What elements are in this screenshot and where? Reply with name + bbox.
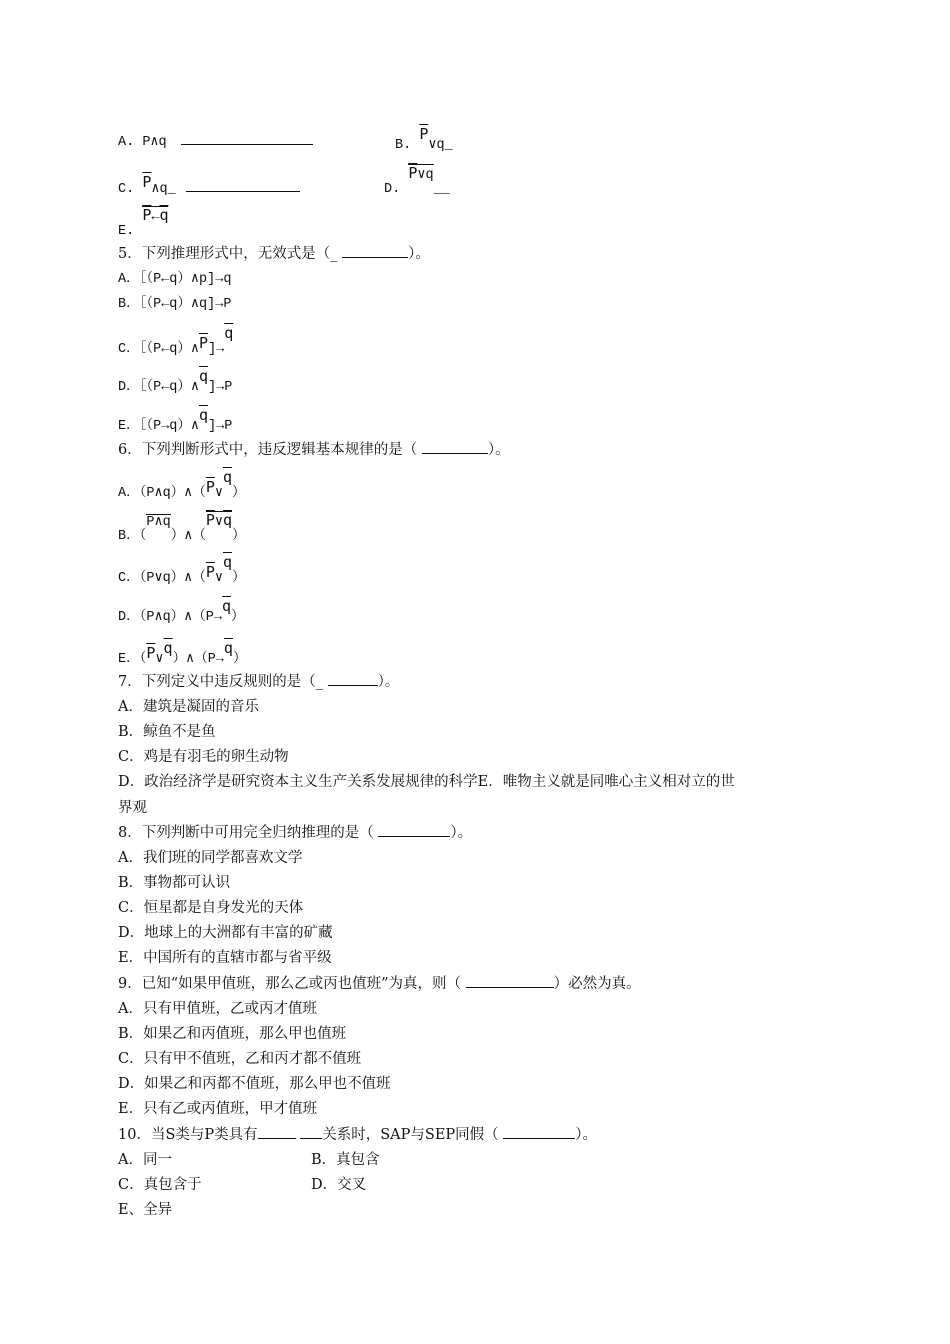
q9-option-c: C．只有甲不值班，乙和丙才都不值班 [118, 1051, 362, 1067]
answer-blank [328, 675, 378, 686]
answer-blank [466, 977, 554, 988]
answer-blank [181, 134, 313, 145]
negated-expression: $\overline{P}\vee q$ [408, 164, 434, 183]
q7-stem: 7．下列定义中违反规则的是（_ ）。 [118, 674, 400, 690]
negated-expression: P∧q [146, 515, 171, 530]
q8-option-d: D．地球上的大洲都有丰富的矿藏 [118, 925, 333, 941]
q6-option-c: C．$(P\vee q)\wedge(\overline{P}\vee\overline{q})$ [118, 553, 246, 586]
answer-blank [258, 1128, 296, 1139]
q8-option-a: A．我们班的同学都喜欢文学 [118, 850, 303, 866]
q5-option-d: D．$[(P\leftarrow q)\wedge\overline{q}]\to P$ [118, 367, 233, 395]
q8-option-e: E．中国所有的直辖市都与省平级 [118, 950, 332, 966]
q4-option-d: D. $\overline{P}\vee q\_\_$ [384, 164, 450, 197]
q5-option-b: B．［（P←q）∧q]→P [118, 297, 232, 312]
q5-option-e: E．$[(P\to q)\wedge\overline{q}]\to P$ [118, 406, 233, 434]
negated-expression: $\overline{P}\leftarrow\overline{q}$ [142, 206, 169, 225]
q6-option-d: D．$(P\wedge q)\wedge(P\to\overline{q})$ [118, 597, 245, 625]
q9-option-a: A．只有甲值班，乙或丙才值班 [118, 1001, 317, 1017]
q8-option-b: B．事物都可认识 [118, 875, 231, 891]
q4-option-a: A. P∧q [118, 134, 313, 152]
q5-stem: 5．下列推理形式中，无效式是（_ ）。 [118, 246, 430, 262]
negated-expression: $\overline{P}\vee\overline{q}$ [205, 511, 233, 530]
answer-blank [300, 1128, 322, 1139]
q10-option-e: E、全异 [118, 1202, 173, 1218]
q10-option-d: D．交叉 [311, 1177, 367, 1193]
q4-option-e: E. $\overline{P}\leftarrow\overline{q}$ [118, 206, 169, 239]
answer-blank [378, 826, 450, 837]
q7-option-a: A．建筑是凝固的音乐 [118, 699, 259, 715]
q9-option-b: B．如果乙和丙值班，那么甲也值班 [118, 1026, 347, 1042]
q7-option-c: C．鸡是有羽毛的卵生动物 [118, 749, 289, 765]
answer-blank [503, 1128, 575, 1139]
q6-option-a: A．$(P\wedge q)\wedge(\overline{P}\vee\overline{q})$ [118, 468, 246, 501]
q10-option-b: B．真包含 [311, 1152, 380, 1168]
q9-stem: 9．已知“如果甲值班，那么乙或丙也值班”为真，则（ ）必然为真。 [118, 976, 641, 992]
q7-option-d-continued: 界观 [118, 800, 147, 816]
q9-option-e: E．只有乙或丙值班，甲才值班 [118, 1101, 318, 1117]
q8-stem: 8．下列判断中可用完全归纳推理的是（ ）。 [118, 825, 473, 841]
q6-stem: 6．下列判断形式中，违反逻辑基本规律的是（ ）。 [118, 442, 510, 458]
q4-option-c: C. $\overline{P}\wedge q\_$ [118, 178, 300, 199]
q4-option-b: B. $\overline{P}\vee q\_$ [395, 125, 453, 153]
q5-option-a: A．［（P←q）∧p]→q [118, 272, 232, 287]
q10-option-a: A．同一 [118, 1152, 172, 1168]
answer-blank [186, 181, 300, 192]
q7-option-b: B．鲸鱼不是鱼 [118, 724, 216, 740]
q6-option-b: B．$(P\wedge q)\wedge(\overline{P}\vee\overline{q})$ [118, 511, 246, 544]
q10-stem: 10．当S类与P类具有 关系时，SAP与SEP同假（ ）。 [118, 1127, 598, 1143]
q6-option-e: E．$(\overline{P}\vee\overline{q})\wedge(P\to\overline{q})$ [118, 639, 247, 667]
q9-option-d: D．如果乙和丙都不值班，那么甲也不值班 [118, 1076, 391, 1092]
q5-option-c: C．$[(P\leftarrow q)\wedge\overline{P}]\to\overline{q}$ [118, 324, 234, 357]
q10-option-c: C．真包含于 [118, 1177, 202, 1193]
answer-blank [422, 443, 488, 454]
q7-option-d: D．政治经济学是研究资本主义生产关系发展规律的科学E．唯物主义就是同唯心主义相对立的世 [118, 774, 735, 790]
answer-blank [342, 247, 408, 258]
q8-option-c: C．恒星都是自身发光的天体 [118, 900, 304, 916]
